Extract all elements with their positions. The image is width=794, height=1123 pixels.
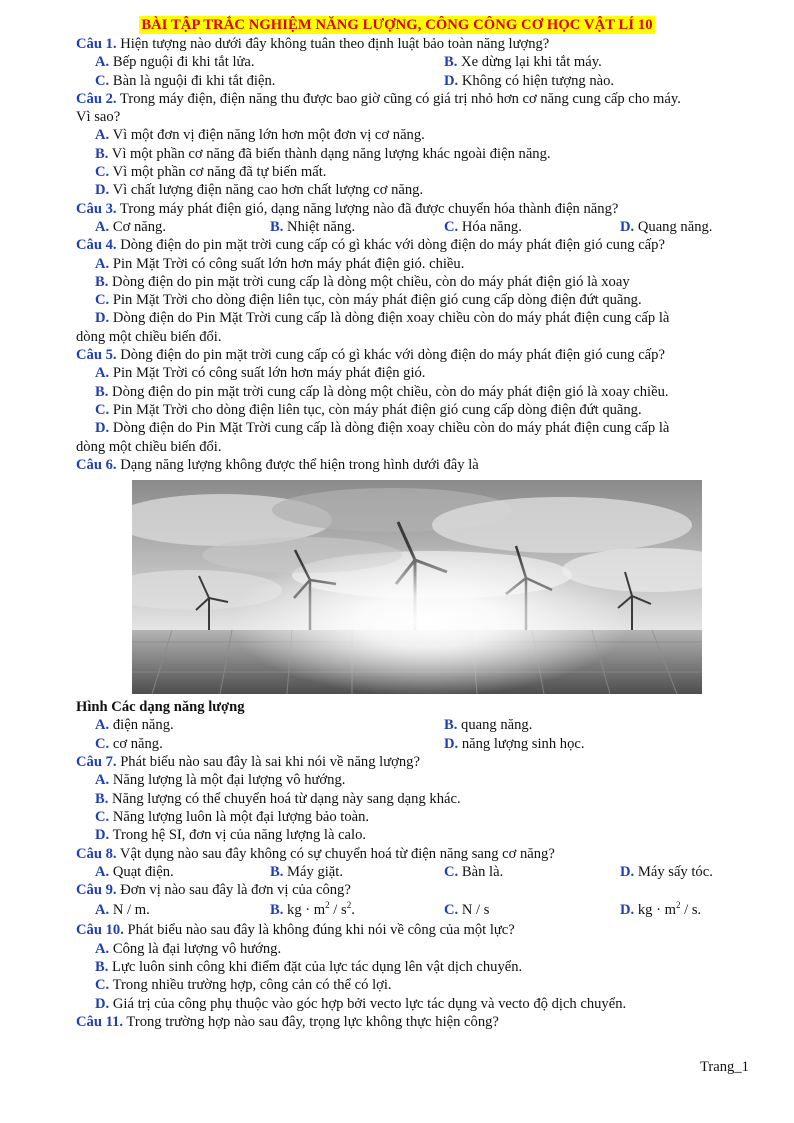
option-label-d: D. [444,735,459,752]
answer-c [76,808,736,826]
question-4 [76,236,736,254]
option-label-c: C. [95,72,110,89]
option-label-b: B. [95,383,109,400]
question-text: Hiện tượng nào dưới đây không tuân theo định luật bảo toàn năng lượng? [116,36,550,52]
option-c: N / s [461,902,490,919]
option-a: Năng lượng là một đại lượng vô hướng. [112,772,346,789]
option-a: điện năng. [112,717,174,734]
option-c: Pin Mặt Trời cho dòng điện liên tục, còn máy phát điện gió cung cấp dòng điện đứt quãng. [112,292,642,309]
option-label-a: A. [95,127,110,144]
question-number: Câu 4. [76,237,117,254]
answer-d [76,309,736,327]
option-label-c: C. [95,808,110,825]
option-c: Hóa năng. [461,218,522,235]
answer-row [76,53,736,71]
option-a: Pin Mặt Trời có công suất lớn hơn máy phát điện gió. chiều. [112,255,465,272]
question-text: Dòng điện do pin mặt trời cung cấp có gì khác với dòng điện do máy phát điện gió cung cấp? [116,347,665,364]
answer-b [76,383,736,401]
question-text: Phát biểu nào sau đây là sai khi nói về năng lượng? [116,754,420,771]
option-label-a: A. [95,218,110,235]
question-1 [76,35,736,53]
answer-c [76,291,736,309]
option-label-b: B. [270,863,284,880]
option-c: Trong nhiều trường hợp, công cản có thể có lợi. [112,977,392,994]
question-text: Trong máy phát điện gió, dạng năng lượng nào đã được chuyển hóa thành điện năng? [116,200,619,217]
solar-panels-wind-turbines-image [132,480,702,694]
option-d: Giá trị của công phụ thuộc vào góc hợp bởi vecto lực tác dụng và vecto độ dịch chuyển. [112,995,627,1012]
option-label-b: B. [270,218,284,235]
answer-d [76,181,736,199]
question-number: Câu 2. [76,90,117,107]
answer-d-continued: dòng một chiều biến đổi. [76,438,222,455]
answer-row [76,72,736,90]
option-label-c: C. [444,863,459,880]
question-6 [76,456,736,474]
option-label-a: A. [95,717,110,734]
option-label-d: D. [620,218,635,235]
option-label-b: B. [444,717,458,734]
answer-b [76,958,736,976]
option-a: N / m [112,902,147,919]
option-a: Bếp nguội đi khi tắt lửa. [112,54,255,71]
question-text: Vật dụng nào sau đây không có sự chuyển hoá từ điện năng sang cơ năng? [116,845,555,862]
answer-a [76,364,736,382]
option-label-d: D. [95,182,110,199]
option-label-d: D. [95,827,110,844]
option-b: Máy giặt. [287,863,343,880]
question-number: Câu 6. [76,456,117,473]
figure-caption: Hình Các dạng năng lượng [76,699,245,716]
option-label-a: A. [95,365,110,382]
question-number: Câu 7. [76,754,117,771]
answer-d [76,419,736,437]
option-b: Vì một phần cơ năng đã biến thành dạng năng lượng khác ngoài điện năng. [111,145,551,162]
answer-b [76,273,736,291]
option-d-divisor: / s [680,902,698,919]
option-label-d: D. [620,863,635,880]
option-label-c: C. [95,735,110,752]
answer-c [76,163,736,181]
option-a: Công là đại lượng vô hướng. [112,940,282,957]
document-title: BÀI TẬP TRẮC NGHIỆM NĂNG LƯỢNG, CÔNG CÔNG CƠ HỌC VẬT LÍ 10 [141,17,653,33]
answer-c [76,976,736,994]
option-label-a: A. [95,863,110,880]
option-label-c: C. [95,401,110,418]
option-label-d: D. [95,995,110,1012]
question-number: Câu 3. [76,200,117,217]
question-9 [76,881,736,899]
option-b-exponent: 2 [325,900,330,911]
option-c: Bàn là nguội đi khi tắt điện. [112,72,276,89]
question-2 [76,90,736,108]
option-label-a: A. [95,940,110,957]
option-b: Lực luôn sinh công khi điểm đặt của lực tác dụng lên vật dịch chuyển. [112,958,523,975]
answer-b [76,145,736,163]
option-d [638,902,698,918]
option-c: cơ năng. [112,735,163,752]
option-d-base: kg · m [637,902,676,919]
option-d: Vì chất lượng điện năng cao hơn chất lượng cơ năng. [112,182,424,199]
question-number: Câu 1. [76,36,117,52]
question-number: Câu 9. [76,882,117,899]
answer-d-continued: dòng một chiều biến đổi. [76,328,222,345]
question-number: Câu 5. [76,347,117,364]
option-b-divisor-exponent: 2 [346,900,352,911]
option-a: Pin Mặt Trời có công suất lớn hơn máy phát điện gió. [112,365,426,382]
option-b: Dòng điện do pin mặt trời cung cấp là dòng một chiều, còn do máy phát điện gió là xoay [112,273,630,290]
question-text: Dạng năng lượng không được thể hiện trong hình dưới đây là [116,456,479,473]
option-c: Pin Mặt Trời cho dòng điện liên tục, còn máy phát điện gió cung cấp dòng điện đứt quãng. [112,401,642,418]
question-5 [76,346,736,364]
question-list [76,35,736,1031]
option-c: Vì một phần cơ năng đã tự biến mất. [112,164,327,181]
answer-row: A. N / m. B. kg · $m^2 / s^2$. C. N / s D. kg · $m^2$ / s. [95,900,702,919]
option-d: Không có hiện tượng nào. [461,72,615,89]
option-label-b: B. [95,273,109,290]
question-number: Câu 8. [76,845,117,862]
answer-d [76,995,736,1013]
option-label-c: C. [95,292,110,309]
option-b: Xe dừng lại khi tắt máy. [461,54,602,71]
option-b-divisor: / s [329,902,347,919]
answer-b [76,790,736,808]
option-d-exponent: 2 [675,900,681,911]
option-label-a: A. [95,255,110,272]
option-label-b: B. [95,790,109,807]
answer-c [76,401,736,419]
answer-d [76,826,736,844]
option-d: Dòng điện do Pin Mặt Trời cung cấp là dòng điện xoay chiều còn do máy phát điện cung cấp là [112,420,670,437]
question-10 [76,921,736,939]
option-label-d: D. [95,310,110,327]
answer-a [76,940,736,958]
option-label-c: C. [444,218,459,235]
option-label-b: B. [95,145,109,162]
question-text: Đơn vị nào sau đây là đơn vị của công? [116,882,351,899]
question-text: Phát biểu nào sau đây là không đúng khi nói về công của một lực? [123,922,515,939]
option-d: năng lượng sinh học. [461,735,585,752]
option-a: Cơ năng. [112,218,166,235]
option-b: Dòng điện do pin mặt trời cung cấp là dòng một chiều, còn do máy phát điện gió là xoay chiều. [112,383,669,400]
option-label-b: B. [95,958,109,975]
question-text: Trong máy điện, điện năng thu được bao giờ cũng có giá trị nhỏ hơn cơ năng cung cấp cho máy. [116,90,681,107]
option-b-base: kg · m [287,902,326,919]
option-label-c: C. [95,977,110,994]
option-a: Quạt điện. [112,863,174,880]
question-11 [76,1013,736,1031]
option-d: Máy sấy tóc. [637,863,713,880]
question-number: Câu 11. [76,1013,124,1030]
answer-a [76,771,736,789]
option-label-b: B. [270,902,284,919]
answer-row [76,716,736,734]
option-label-d: D. [444,72,459,89]
option-d: Quang năng. [637,218,713,235]
answer-row [76,218,736,236]
question-7 [76,753,736,771]
option-d: Trong hệ SI, đơn vị của năng lượng là calo. [112,827,367,844]
answer-a [76,255,736,273]
page-number: Trang_1 [700,1059,749,1075]
option-label-a: A. [95,54,110,71]
option-b [287,902,351,918]
answer-row [76,735,736,753]
answer-row [76,863,736,881]
question-number: Câu 10. [76,922,124,939]
option-a: Vì một đơn vị điện năng lớn hơn một đơn vị cơ năng. [112,127,425,144]
answer-a [76,126,736,144]
question-text: Dòng điện do pin mặt trời cung cấp có gì khác với dòng điện do máy phát điện gió cung cấp? [116,237,665,254]
question-text: Trong trường hợp nào sau đây, trọng lực không thực hiện công? [123,1013,499,1030]
option-d: Dòng điện do Pin Mặt Trời cung cấp là dòng điện xoay chiều còn do máy phát điện cung cấp là [112,310,670,327]
option-label-b: B. [444,54,458,71]
option-label-d: D. [95,420,110,437]
question-text-continued: Vì sao? [76,109,121,126]
title-wrap [0,16,794,34]
option-label-d: D. [620,902,635,919]
option-c: Bàn là. [461,863,504,880]
option-b: quang năng. [461,717,533,734]
option-label-c: C. [444,902,459,919]
option-b: Năng lượng có thể chuyển hoá từ dạng này sang dạng khác. [112,790,461,807]
option-label-a: A. [95,772,110,789]
option-b: Nhiệt năng. [287,218,356,235]
option-label-a: A. [95,902,110,919]
option-label-c: C. [95,164,110,181]
question-8 [76,845,736,863]
solar-wind-figure [132,480,702,694]
option-c: Năng lượng luôn là một đại lượng bảo toàn. [112,808,370,825]
question-3 [76,200,736,218]
